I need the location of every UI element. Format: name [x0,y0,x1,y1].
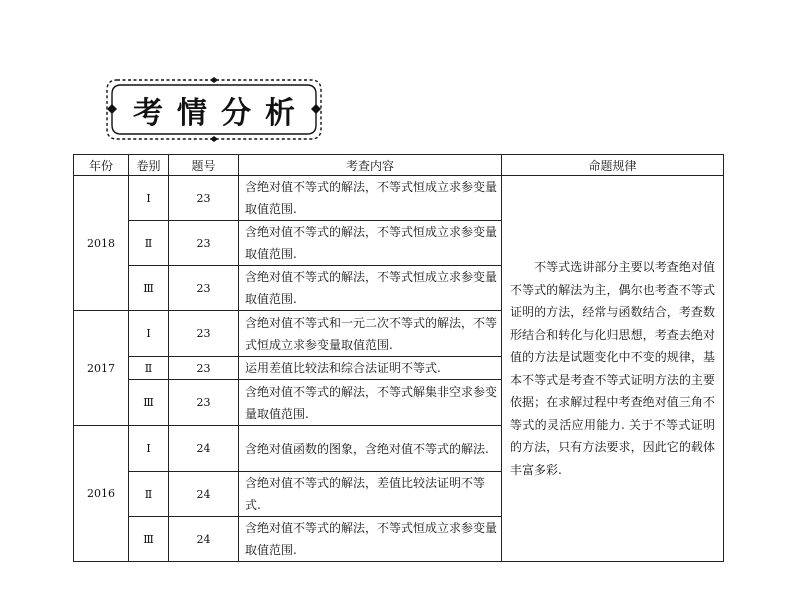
content-cell: 含绝对值函数的图象，含绝对值不等式的解法. [239,426,502,472]
content-cell: 含绝对值不等式的解法，差值比较法证明不等式. [239,472,502,517]
table-header-row [74,155,724,176]
volume-cell: Ⅱ [129,221,169,266]
content-cell: 含绝对值不等式的解法，不等式恒成立求参变量取值范围. [239,176,502,221]
header-content: 考查内容 [239,155,502,176]
content-cell: 含绝对值不等式和一元二次不等式的解法，不等式恒成立求参变量取值范围. [239,311,502,357]
content-cell: 含绝对值不等式的解法，不等式恒成立求参变量取值范围. [239,517,502,562]
content-cell: 运用差值比较法和综合法证明不等式. [239,357,502,380]
header-rule: 命题规律 [502,155,724,176]
content-cell: 含绝对值不等式的解法，不等式恒成立求参变量取值范围. [239,266,502,311]
rule-cell: 不等式选讲部分主要以考查绝对值不等式的解法为主，偶尔也考查不等式证明的方法，经常与函数结合，考查数形结合和转化与化归思想，考查去绝对值的方法是试题变化中不变的规律，基本不等式是考查不等式证明方法的主要依据；在求解过程中考查绝对值三角不等式的灵活应用能力. 关于不等式证明的方法，只有方法要求，因此它的载体丰富多彩. [502,176,724,562]
volume-cell: Ⅰ [129,426,169,472]
header-year: 年份 [74,155,129,176]
year-cell: 2018 [74,176,129,311]
number-cell: 23 [169,357,239,380]
header-volume: 卷别 [129,155,169,176]
volume-cell: Ⅱ [129,357,169,380]
volume-cell: Ⅱ [129,472,169,517]
number-cell: 24 [169,517,239,562]
title-frame [103,76,325,143]
header-number: 题号 [169,155,239,176]
volume-cell: Ⅲ [129,266,169,311]
volume-cell: Ⅲ [129,380,169,426]
exam-analysis-table [73,154,724,562]
volume-cell: Ⅰ [129,311,169,357]
number-cell: 23 [169,380,239,426]
section-title: 考情分析 [133,95,309,131]
volume-cell: Ⅲ [129,517,169,562]
table-row [74,176,724,221]
content-cell: 含绝对值不等式的解法，不等式恒成立求参变量取值范围. [239,221,502,266]
number-cell: 24 [169,426,239,472]
number-cell: 23 [169,176,239,221]
number-cell: 23 [169,266,239,311]
number-cell: 23 [169,221,239,266]
year-cell: 2016 [74,426,129,562]
year-cell: 2017 [74,311,129,426]
number-cell: 23 [169,311,239,357]
volume-cell: Ⅰ [129,176,169,221]
number-cell: 24 [169,472,239,517]
content-cell: 含绝对值不等式的解法，不等式解集非空求参变量取值范围. [239,380,502,426]
